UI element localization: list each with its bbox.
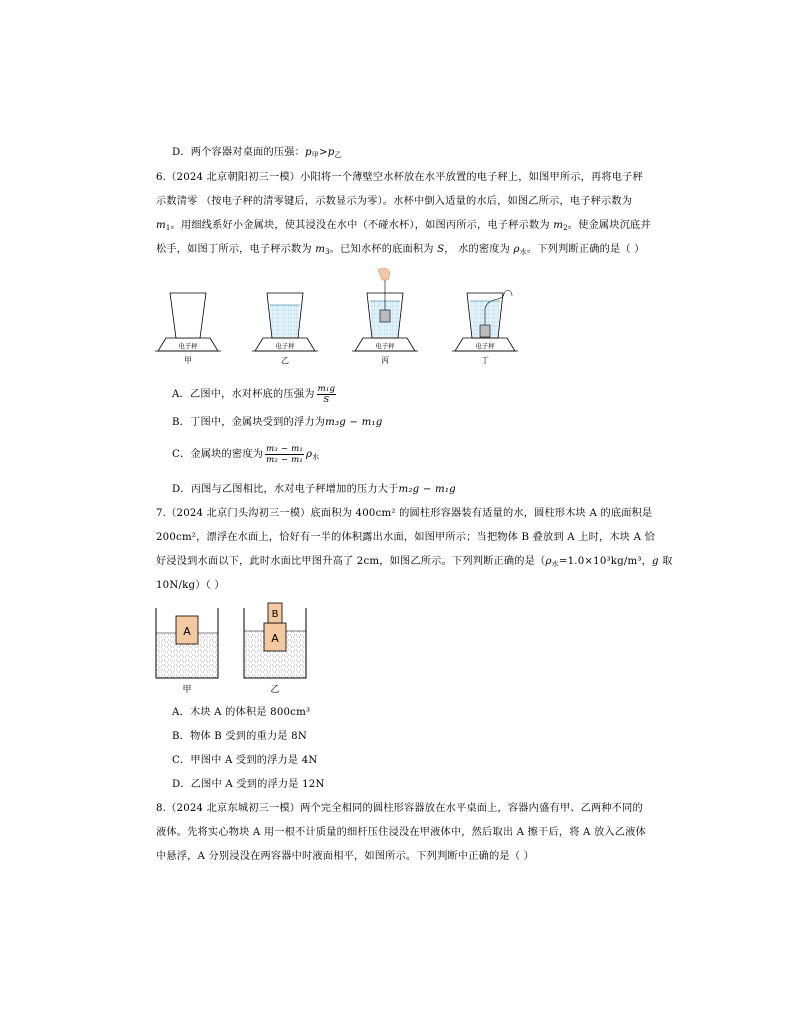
q6-option-c — [172, 440, 319, 470]
scale-ding — [452, 290, 518, 365]
option-text: A．乙图中，水对杯底的压强为 — [172, 389, 315, 400]
scale-label: 电子秤 — [178, 342, 198, 350]
text-run: 。用细线系好小金属块，使其浸没在水中（不碰水杯），如图丙所示，电子秤示数为 — [170, 220, 554, 231]
caption-jia: 甲 — [184, 356, 192, 365]
subscript: 2 — [563, 224, 568, 232]
q6-option-d — [172, 483, 456, 497]
q7-stem-line-3 — [156, 555, 673, 571]
option-text: D．丙图与乙图相比，水对电子秤增加的压力大于 — [172, 484, 399, 495]
hand-icon — [378, 268, 390, 280]
q6-option-b — [172, 416, 382, 430]
density-symbol: ρ — [305, 449, 313, 460]
greater-than: > — [318, 147, 328, 158]
q7-stem-line-1: 7.（2024 北京门头沟初三一模）底面积为 400cm² 的圆柱形容器装有适量的水，圆柱形木块 A 的底面积是 — [156, 508, 653, 519]
q7-option-b: B．物体 B 受到的重力是 8N — [172, 731, 307, 742]
text-run: =1.0×10³kg/m³， — [558, 556, 653, 567]
subscript: 水 — [312, 453, 320, 461]
q6-stem-line-1: 6.（2024 北京朝阳初三一模）小阳将一个薄壁空水杯放在水平放置的电子秤上，如图甲所示，再将电子秤 — [156, 172, 643, 183]
scale-jia — [155, 293, 221, 365]
metal-block — [480, 325, 490, 337]
q8-stem-line-1: 8.（2024 北京东城初三一模）两个完全相同的圆柱形容器放在水平桌面上，容器内盛有甲、乙两种不同的 — [156, 803, 643, 814]
scale-label: 电子秤 — [475, 342, 495, 350]
q5-option-d — [172, 146, 342, 162]
caption-jia: 甲 — [182, 685, 192, 695]
numerator: m₁g — [317, 383, 336, 394]
q7-option-a: A．木块 A 的体积是 800cm³ — [172, 707, 311, 718]
option-text: C．金属块的密度为 — [172, 449, 264, 460]
caption-yi: 乙 — [281, 356, 289, 365]
text-run: ， 水的密度为 — [444, 244, 514, 255]
subscript: 1 — [165, 224, 171, 232]
pressure-symbol: p — [305, 147, 312, 158]
mass-symbol: m — [156, 220, 166, 231]
q8-stem-line-2: 液体。先将实心物块 A 用一根不计质量的细杆压住浸没在甲液体中，然后取出 A 擦干后，将 A 放入乙液体 — [156, 827, 646, 838]
denominator: m₂ − m₁ — [266, 454, 303, 465]
subscript: 甲 — [311, 151, 319, 159]
numerator: m₃ − m₁ — [266, 443, 303, 454]
fraction — [265, 444, 304, 465]
container-yi — [244, 603, 306, 695]
q6-stem-line-3 — [156, 219, 651, 235]
scale-label: 电子秤 — [375, 342, 395, 350]
scale-label: 电子秤 — [275, 342, 295, 350]
scale-yi — [252, 293, 318, 365]
density-symbol: ρ — [513, 244, 520, 255]
subscript: 水 — [519, 248, 527, 256]
text-run: 好浸没到水面以下，此时水面比甲图升高了 2cm，如图乙所示。下列判断正确的是（ — [156, 556, 546, 567]
denominator: S — [323, 394, 330, 405]
mass-symbol: m — [553, 220, 564, 231]
q7-figure — [150, 598, 310, 698]
q6-option-a — [172, 380, 338, 410]
block-a-label: A — [183, 625, 191, 638]
q7-option-c: C．甲图中 A 受到的浮力是 4N — [172, 755, 318, 766]
block-a-label: A — [271, 632, 279, 645]
subscript: 3 — [325, 248, 330, 256]
caption-bing: 丙 — [381, 356, 389, 365]
scale-bing — [352, 268, 418, 365]
fraction — [317, 384, 337, 405]
area-symbol: S — [437, 244, 445, 255]
text-run: 松手，如图丁所示，电子秤示数为 — [156, 244, 316, 255]
block-b-label: B — [271, 609, 279, 620]
gravity-symbol: g — [652, 556, 659, 567]
subscript: 乙 — [334, 151, 342, 159]
q6-figure — [150, 268, 530, 374]
q6-stem-line-4 — [156, 243, 645, 259]
caption-ding: 丁 — [481, 356, 489, 365]
q7-option-d: D．乙图中 A 受到的浮力是 12N — [172, 779, 325, 790]
option-text: B．丁图中，金属块受到的浮力为 — [172, 417, 326, 428]
q8-stem-line-3: 中悬浮，A 分别浸没在两容器中时液面相平，如图所示。下列判断中正确的是（ ） — [156, 851, 534, 862]
metal-block — [380, 310, 390, 322]
pressure-symbol: p — [327, 147, 335, 158]
expression: m₂g − m₁g — [398, 484, 456, 495]
q7-stem-line-4: 10N/kg）（ ） — [156, 580, 225, 591]
subscript: 水 — [551, 560, 559, 568]
q5-option-d-text: D．两个容器对桌面的压强： — [172, 147, 306, 158]
q6-stem-line-2: 示数清零 （按电子秤的清零键后，示数显示为零）。水杯中倒入适量的水后，如图乙所示，电子秤示数为 — [156, 196, 633, 207]
caption-yi: 乙 — [270, 685, 280, 695]
text-run: 。已知水杯的底面积为 — [329, 244, 438, 255]
container-jia — [156, 608, 218, 695]
mass-symbol: m — [315, 244, 326, 255]
expression: m₃g − m₁g — [325, 417, 383, 428]
density-symbol: ρ — [545, 556, 552, 567]
text-run: 。使金属块沉底并 — [567, 220, 651, 231]
q7-stem-line-2: 200cm²，漂浮在水面上，恰好有一半的体积露出水面，如图甲所示；当把物体 B 叠放到 A 上时，木块 A 恰 — [156, 532, 656, 543]
text-run: 。下列判断正确的是（ ） — [526, 244, 645, 255]
text-run: 取 — [658, 556, 673, 567]
